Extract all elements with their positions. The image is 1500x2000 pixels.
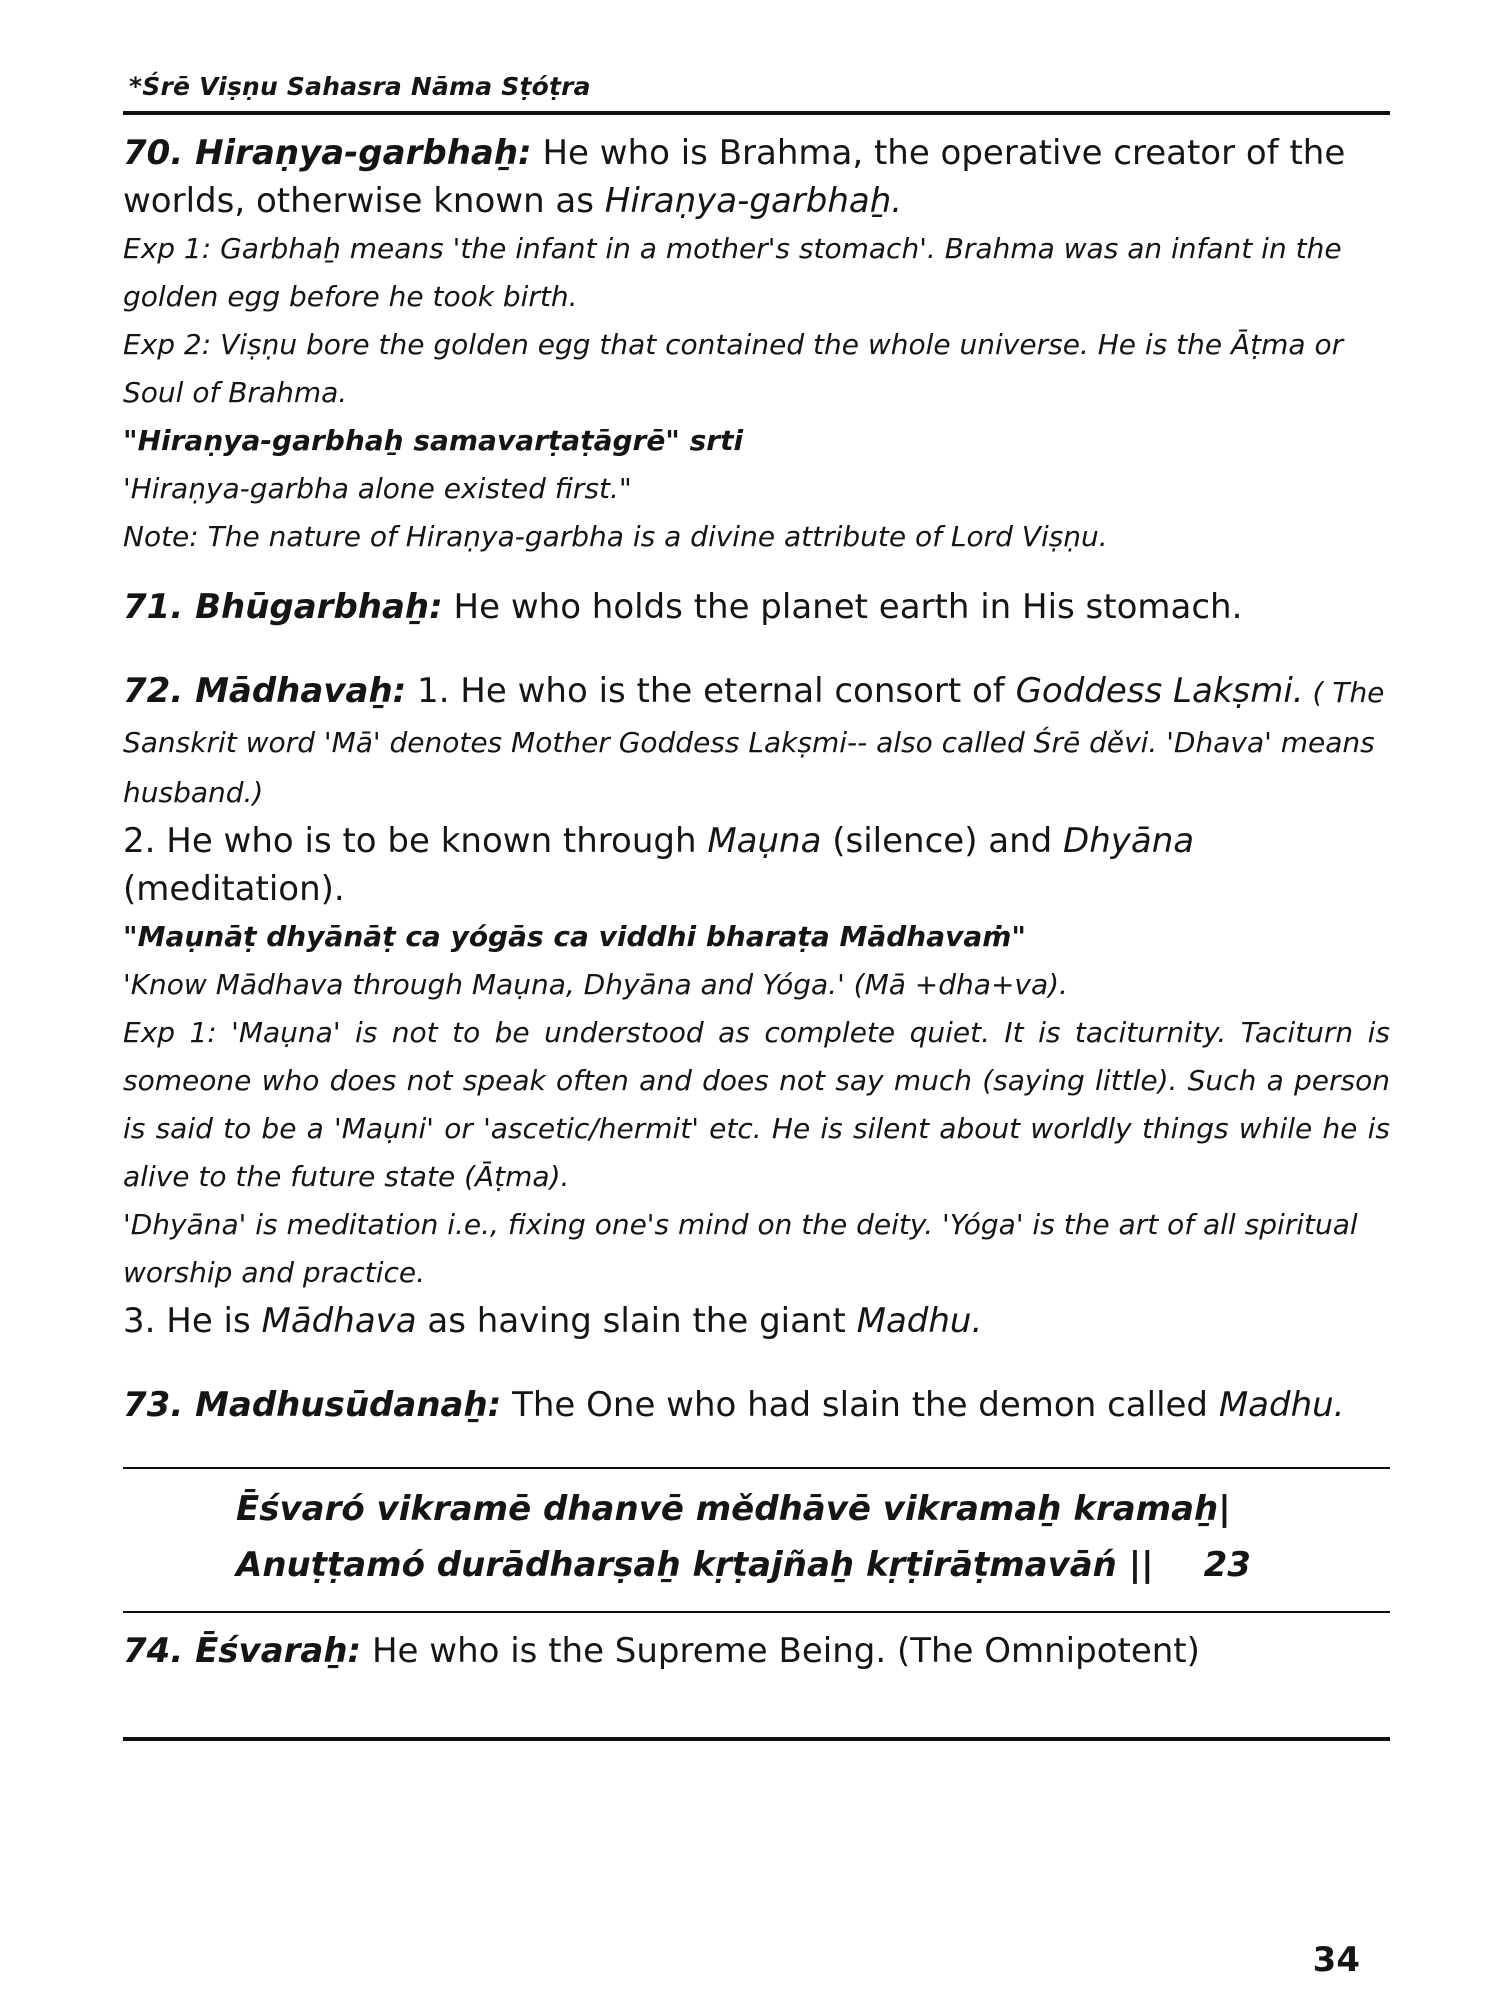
- verse-line-2-text: Anuṭṭamó durādharṣaẖ kṛṭajñaẖ kṛṭirāṭmavāń ||: [236, 1545, 1154, 1585]
- footer-rule: [123, 1737, 1390, 1741]
- entry-72-definition-2: [123, 817, 1390, 913]
- entry-72-quote: "Maụnāṭ dhyānāṭ ca yógās ca viddhi bharaṭa Mādhavaṁ": [123, 920, 1026, 953]
- entry-72-def2-text-c: (meditation).: [123, 869, 345, 909]
- entry-72-def3-text-b: as having slain the giant: [416, 1301, 857, 1341]
- entry-72-dhyana: 'Dhyāna' is meditation i.e., fixing one's mind on the deity. 'Yóga' is the art of all spiritual worship and practice.: [123, 1208, 1358, 1289]
- entry-72-def2-text-b: (silence) and: [821, 821, 1064, 861]
- entry-74: [123, 1627, 1390, 1675]
- entry-72-definition-1: [123, 667, 1390, 817]
- header-rule: [123, 111, 1390, 115]
- entry-74-term: 74. Ēśvaraẖ:: [123, 1631, 362, 1671]
- entry-70-quote: "Hiraṇya-garbhaẖ samavarṭaṭāgrē" srti: [123, 424, 744, 457]
- entry-72-term: 72. Mādhavaẖ:: [123, 671, 407, 711]
- running-head: *Śrē Viṣṇu Sahasra Nāma Sṭóṭra: [129, 72, 591, 101]
- entry-72-translation: 'Know Mādhava through Maụna, Dhyāna and Yóga.' (Mā +dha+va).: [123, 968, 1068, 1001]
- entry-70-translation: 'Hiraṇya-garbha alone existed first.": [123, 472, 632, 505]
- entry-74-def: He who is the Supreme Being. (The Omnipotent): [361, 1631, 1200, 1671]
- entry-71: [123, 583, 1390, 631]
- entry-72-def2-mauna: Maụna: [707, 821, 822, 861]
- entry-71-term: 71. Bhūgarbhaẖ:: [123, 587, 443, 627]
- entry-72-def3-madhava: Mādhava: [261, 1301, 417, 1341]
- entry-72-def3-text-a: 3. He is: [123, 1301, 262, 1341]
- entry-72-def2-text-a: 2. He who is to be known through: [123, 821, 708, 861]
- entry-73-term: 73. Madhusūdanaẖ:: [123, 1385, 502, 1425]
- page-number: 34: [1312, 1940, 1360, 1980]
- entry-72-def2-dhyana: Dhyāna: [1063, 821, 1195, 861]
- entry-72: [123, 667, 1390, 1345]
- entry-73: [123, 1381, 1390, 1429]
- verse-bottom-rule: [123, 1611, 1390, 1613]
- verse-block: [123, 1481, 1390, 1593]
- entry-73-def: The One who had slain the demon called: [501, 1385, 1219, 1425]
- verse-number: 23: [1203, 1545, 1251, 1585]
- entry-70: [123, 129, 1390, 561]
- entry-72-def1-note: ( The Sanskrit word 'Mā' denotes Mother Goddess Lakṣmi-- also called Śrē děvi. 'Dhava' means husband.): [123, 676, 1385, 809]
- entry-73-def-madhu: Madhu.: [1218, 1385, 1345, 1425]
- entry-70-def-term: Hiraṇya-garbhaẖ.: [604, 181, 903, 221]
- entry-70-definition: [123, 129, 1390, 225]
- verse-line-1: Ēśvaró vikramē dhanvē mědhāvē vikramaẖ kramaẖ|: [236, 1489, 1231, 1529]
- entry-72-def3-madhu: Madhu.: [856, 1301, 983, 1341]
- entry-70-note: Note: The nature of Hiraṇya-garbha is a divine attribute of Lord Viṣṇu.: [123, 520, 1108, 553]
- entry-71-def: He who holds the planet earth in His stomach.: [442, 587, 1243, 627]
- entry-70-def-text: He who is Brahma, the operative creator of the worlds, otherwise known as: [123, 133, 1346, 221]
- entry-72-def1-goddess: Goddess Lakṣmi.: [1015, 671, 1304, 711]
- entry-70-exp2: Exp 2: Viṣṇu bore the golden egg that contained the whole universe. He is the Āṭma or Soul of Brahma.: [123, 328, 1344, 409]
- verse-top-rule: [123, 1467, 1390, 1469]
- verse-line-2: [236, 1537, 1390, 1593]
- entry-72-def1-text: 1. He who is the eternal consort of: [406, 671, 1016, 711]
- entry-70-term: 70. Hiraṇya-garbhaẖ:: [123, 133, 532, 173]
- entry-70-exp1: Exp 1: Garbhaẖ means 'the infant in a mother's stomach'. Brahma was an infant in the golden egg before he took birth.: [123, 232, 1342, 313]
- entry-72-definition-3: [123, 1297, 1390, 1345]
- entry-72-exp1: Exp 1: 'Maụna' is not to be understood as complete quiet. It is taciturnity. Taciturn is someone who does not speak often and does not say much (saying little). Such a person is said to be a 'Maụni' or 'ascetic/hermit' etc. He is silent about worldly things while he is alive to the future state (Āṭma).: [123, 1016, 1390, 1193]
